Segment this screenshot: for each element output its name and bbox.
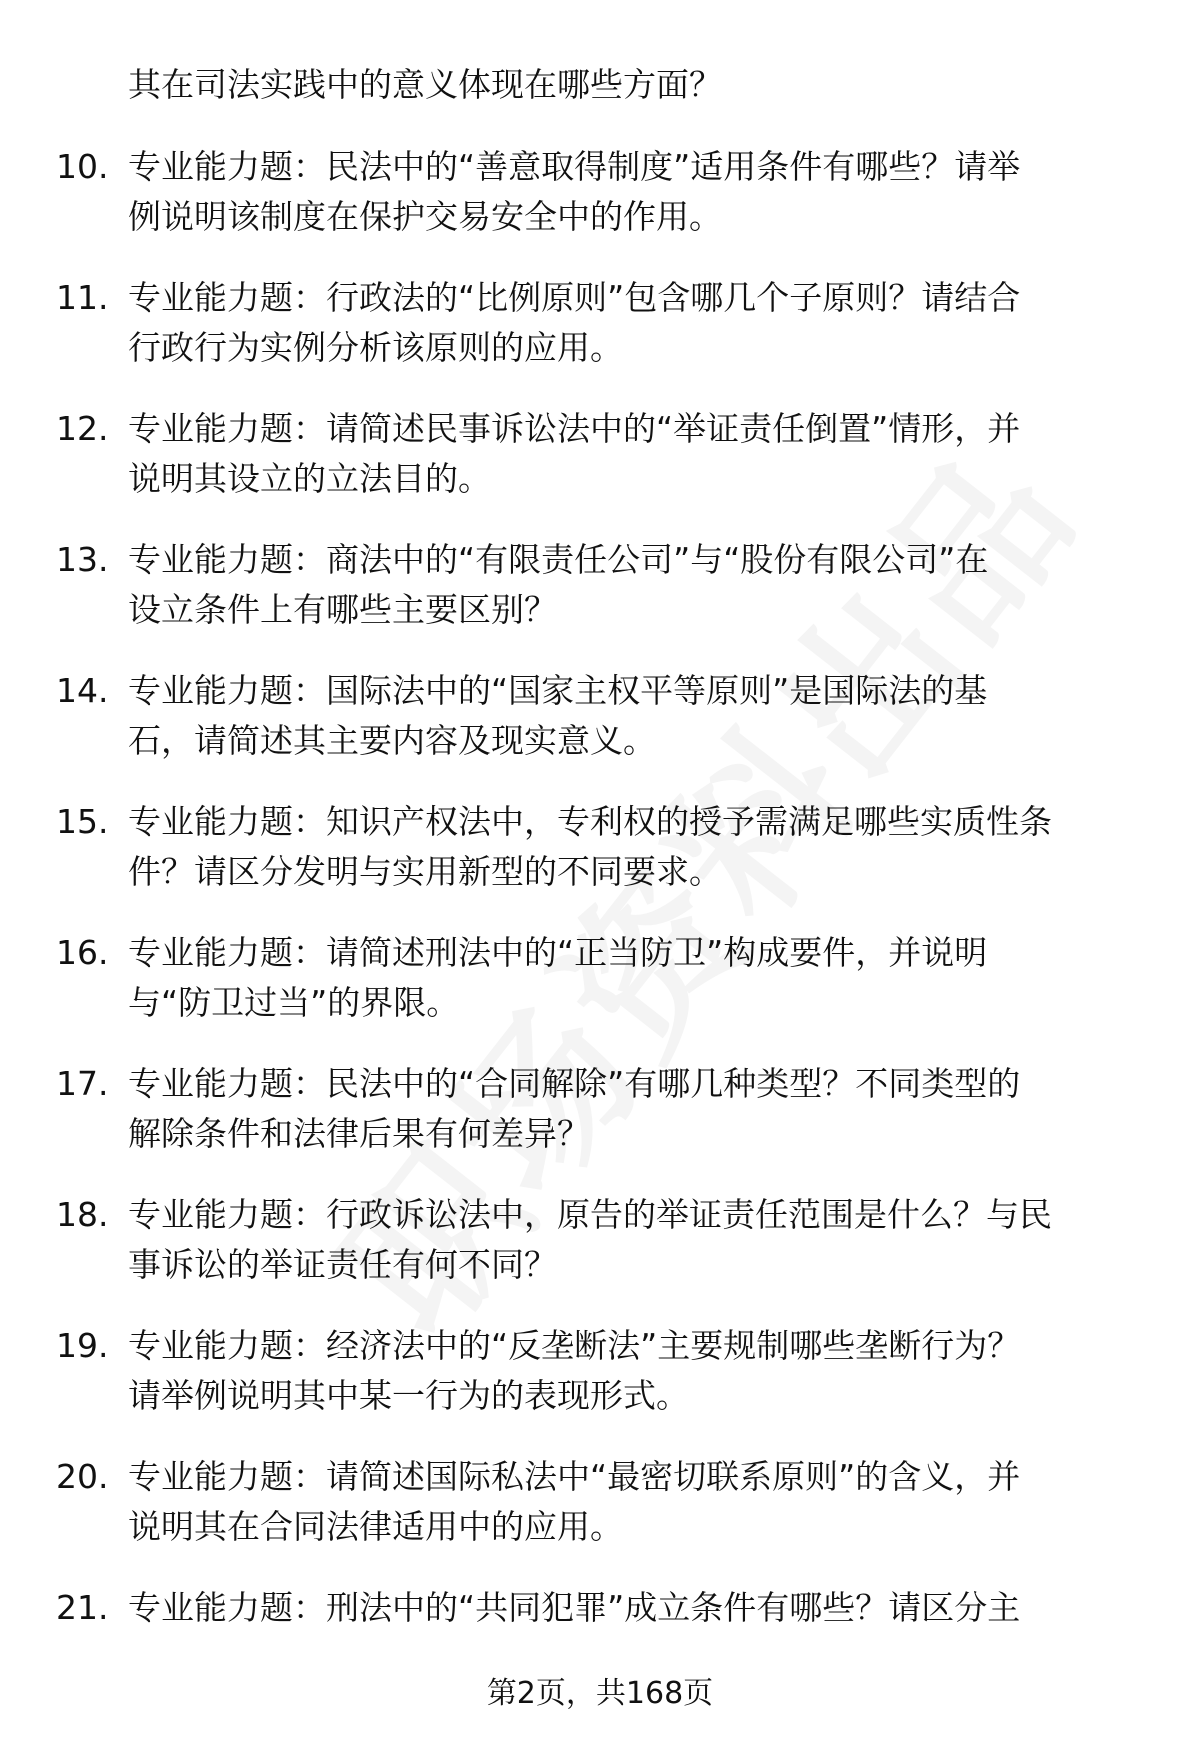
question-number: 10. [56,147,109,186]
question-text [128,1321,1138,1421]
question-number: 21. [56,1588,109,1627]
question-item [0,273,1200,404]
question-text [128,1583,1138,1633]
question-text-line: 例说明该制度在保护交易安全中的作用。 [128,197,722,236]
question-text-line: 专业能力题：请简述刑法中的“正当防卫”构成要件，并说明 [128,933,988,972]
question-text-line: 行政行为实例分析该原则的应用。 [128,328,623,367]
question-item [0,666,1200,797]
question-item [0,928,1200,1059]
question-number: 15. [56,802,109,841]
question-text [128,797,1138,897]
question-item [0,535,1200,666]
question-text-line: 解除条件和法律后果有何差异？ [128,1114,590,1153]
question-text-line: 专业能力题：商法中的“有限责任公司”与“股份有限公司”在 [128,540,989,579]
question-number: 20. [56,1457,109,1496]
question-number: 16. [56,933,109,972]
question-number: 12. [56,409,109,448]
question-text-line: 专业能力题：国际法中的“国家主权平等原则”是国际法的基 [128,671,988,710]
question-item [0,404,1200,535]
question-text [128,142,1138,242]
question-item [0,1190,1200,1321]
question-text-line: 与“防卫过当”的界限。 [128,983,460,1022]
question-number: 17. [56,1064,109,1103]
question-item [0,797,1200,928]
question-number: 11. [56,278,109,317]
question-text [128,1452,1138,1552]
question-number: 14. [56,671,109,710]
question-number: 18. [56,1195,109,1234]
question-text-line: 请举例说明其中某一行为的表现形式。 [128,1376,689,1415]
question-text-line: 说明其在合同法律适用中的应用。 [128,1507,623,1546]
question-text-line: 石，请简述其主要内容及现实意义。 [128,721,656,760]
question-text [128,928,1138,1028]
question-text-line: 件？请区分发明与实用新型的不同要求。 [128,852,722,891]
question-text-line: 专业能力题：民法中的“善意取得制度”适用条件有哪些？请举 [128,147,1021,186]
question-item [0,142,1200,273]
question-number: 19. [56,1326,109,1365]
question-item [0,1059,1200,1190]
question-number: 13. [56,540,109,579]
question-text-line: 专业能力题：经济法中的“反垄断法”主要规制哪些垄断行为？ [128,1326,1021,1365]
question-text [128,1190,1138,1290]
question-text-line: 专业能力题：知识产权法中，专利权的授予需满足哪些实质性条 [128,802,1052,841]
question-text [128,273,1138,373]
question-text [128,1059,1138,1159]
question-text-line: 专业能力题：请简述民事诉讼法中的“举证责任倒置”情形，并 [128,409,1021,448]
question-text-line: 专业能力题：请简述国际私法中“最密切联系原则”的含义，并 [128,1457,1021,1496]
question-text [128,666,1138,766]
question-text [128,404,1138,504]
question-text-line: 专业能力题：行政诉讼法中，原告的举证责任范围是什么？与民 [128,1195,1052,1234]
question-text-line: 说明其设立的立法目的。 [128,459,491,498]
question-text-line: 设立条件上有哪些主要区别？ [128,590,557,629]
question-text-line: 专业能力题：民法中的“合同解除”有哪几种类型？不同类型的 [128,1064,1021,1103]
question-text [128,535,1138,635]
page-footer: 第2页，共168页 [486,1676,714,1711]
question-item [0,1321,1200,1452]
question-list [0,142,1200,1714]
question-item [0,1452,1200,1583]
question-text-line: 专业能力题：刑法中的“共同犯罪”成立条件有哪些？请区分主 [128,1588,1021,1627]
continuation-line: 其在司法实践中的意义体现在哪些方面？ [128,65,722,104]
question-text-line: 事诉讼的举证责任有何不同？ [128,1245,557,1284]
question-text-line: 专业能力题：行政法的“比例原则”包含哪几个子原则？请结合 [128,278,1021,317]
